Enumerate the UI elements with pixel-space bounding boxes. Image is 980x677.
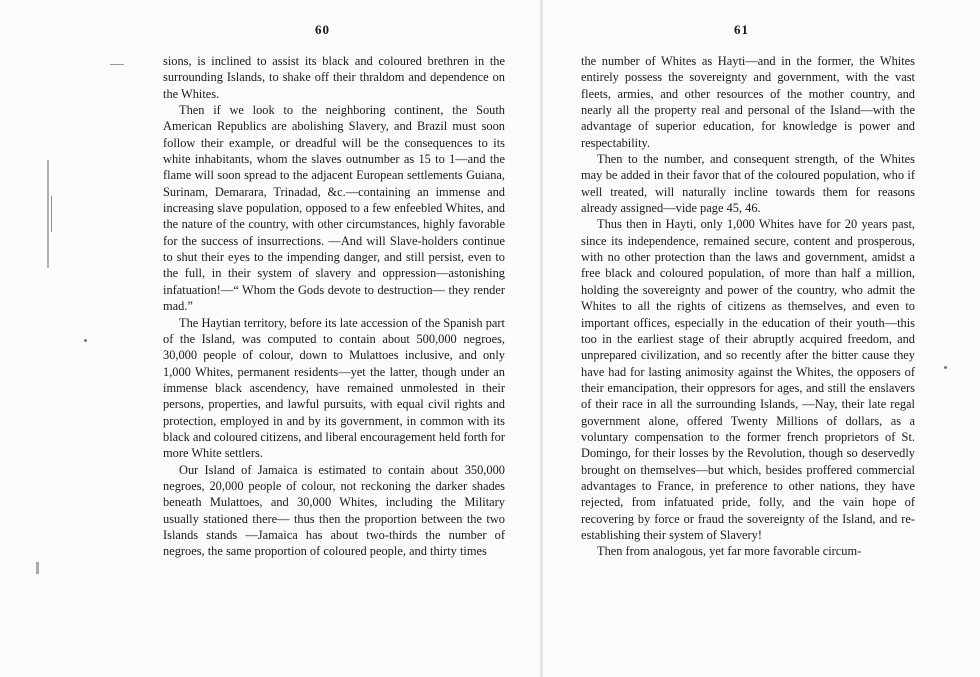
margin-speck [944, 366, 947, 369]
paragraph: Our Island of Jamaica is estimated to contain about 350,000 negroes, 20,000 people of colour, not reckoning the darker shades beneath Mulattoes, and 30,000 Whites, including the Military usually stationed there— thus then the proportion between the two Islands stands —Jamaica has about two-thirds the number of negroes, the same proportion of coloured people, and thirty times [163, 462, 505, 559]
margin-mark [47, 160, 49, 268]
right-page-body [581, 53, 915, 560]
margin-speck [84, 339, 87, 342]
paragraph: Then if we look to the neighboring continent, the South American Republics are abolishing Slavery, and Brazil must soon follow their example, or dreadful will be the consequences to its white inhabitants, whom the slaves outnumber as 15 to 1—and the flame will soon spread to the adjacent European settlements Guiana, Surinam, Demarara, Trinadad, &c.—containing an immense and increasing slave population, opposed to a few enfeebled Whites, and the nature of the country, with other circumstances, highly favorable for the success of insurrections. —And will Slave-holders continue to shut their eyes to the impending danger, and still persist, even to the full, in their system of slavery and oppression—astonishing infatuation!—“ Whom the Gods devote to destruction— they render mad.” [163, 103, 505, 314]
paragraph: Then to the number, and consequent strength, of the Whites may be added in their favor that of the coloured population, who if well treated, will naturally incline towards them for reasons already assigned—vide page 45, 46. [581, 152, 915, 216]
right-page [543, 0, 980, 677]
paragraph: the number of Whites as Hayti—and in the former, the Whites entirely possess the sovereignty and government, with the vast fleets, armies, and other resources of the mother country, and nearly all the property real and personal of the Island—with the advantage of superior education, for knowledge is power and respectability. [581, 54, 915, 150]
page-number: 60 [315, 22, 330, 37]
left-page-body [163, 53, 505, 560]
margin-mark [36, 562, 39, 574]
paragraph: sions, is inclined to assist its black and coloured brethren in the surrounding Islands, to shake off their thraldom and dependence on the Whites. [163, 54, 505, 101]
margin-mark [110, 64, 124, 65]
margin-mark [51, 196, 52, 232]
paragraph: Thus then in Hayti, only 1,000 Whites have for 20 years past, since its independence, remained secure, content and prosperous, with no other protection than the laws and government, amidst a free black and coloured population, of more than half a million, holding the sovereignty and power of the country, who admit the Whites to all the rights of citizens as themselves, and even to important offices, especially in the education of their youth—this too in the earliest stage of their abruptly acquired freedom, and unprepared civilization, and so recently after the bitter cause they have had for lasting animosity against the Whites, the opposers of their emancipation, their oppresors for ages, and still the enslavers of their race in all the surrounding Islands, —Nay, their late regal government alone, offered Twenty Millions of dollars, as a voluntary compensation to the former french proprietors of St. Domingo, for their losses by the Revolution, though so deservedly brought on themselves—but which, besides proffered commercial advantages to France, in preference to other nations, they have rejected, from infatuated pride, folly, and the vain hope of recovering by force or fraud the sovereignty of the Island, and re-establishing their system of Slavery! [581, 217, 915, 542]
page-number: 61 [734, 22, 749, 37]
paragraph: The Haytian territory, before its late accession of the Spanish part of the Island, was computed to contain about 500,000 negroes, 30,000 people of colour, down to Mulattoes inclusive, and only 1,000 Whites, permanent residents—yet the latter, though under an immense black ascendency, have remained unmolested in their persons, properties, and lawful pursuits, with equal civil rights and protection, employed in and by its government, in common with its black and coloured citizens, and liberal encouragement held forth for more White settlers. [163, 315, 505, 461]
paragraph: Then from analogous, yet far more favorable circum- [597, 544, 862, 559]
